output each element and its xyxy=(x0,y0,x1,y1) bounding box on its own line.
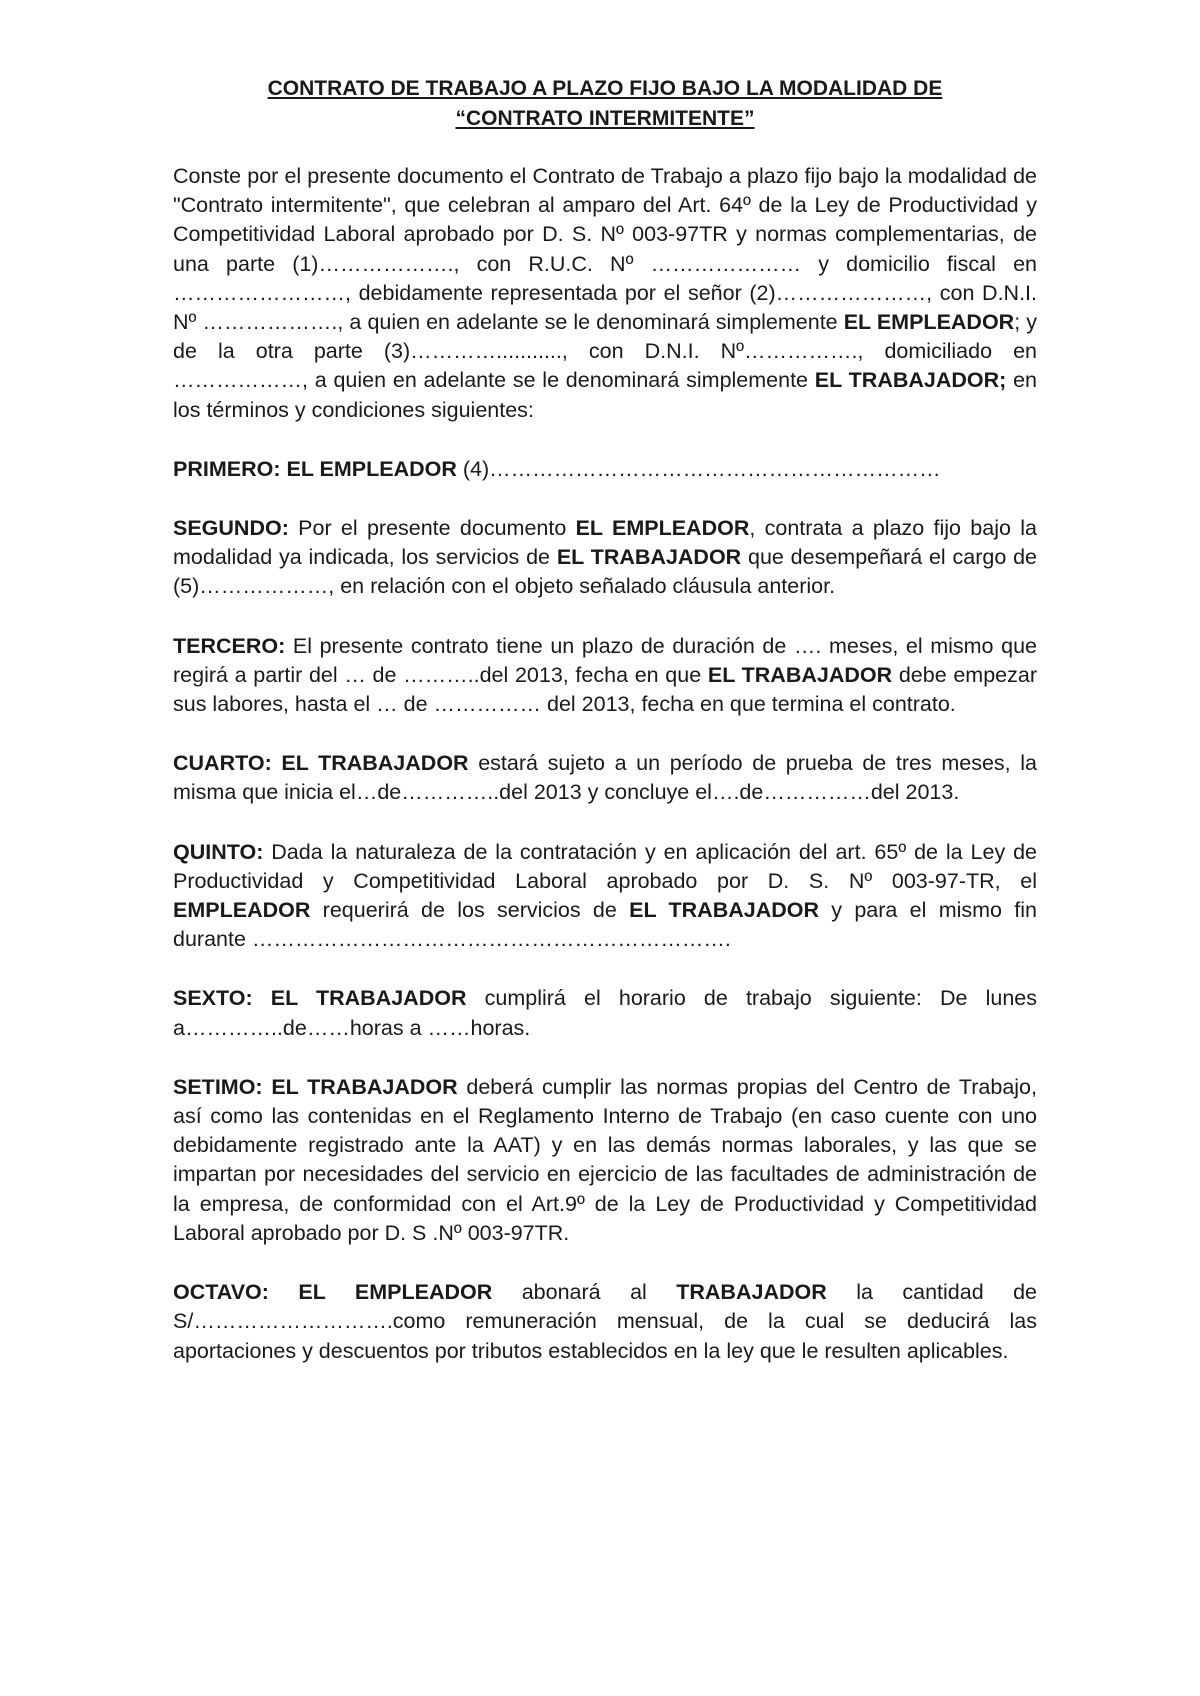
clause-text: Conste por el presente documento el Contrato de Trabajo a plazo fijo bajo la modalidad de "Contrato intermitente", que celebran al amparo del Art. 64º de la Ley de Productividad y Competitividad Laboral aprobado por D. S. Nº 003-97TR y normas complementarias, de una parte (1)………………., con R.U.C. Nº ………………… y domicilio fiscal en ……………………, debidamente representada por el señor (2)…………………, con D.N.I. Nº ………………., a quien en adelante se le denominará simplemente xyxy=(173,164,1037,335)
clauses-list xyxy=(173,455,1037,1366)
clause-text: que desempeñará el cargo de (5)………………, en relación con el objeto señalado cláusula anterior. xyxy=(173,545,1037,599)
clause-octavo xyxy=(173,1278,1037,1366)
document-title-line-2: “CONTRATO INTERMITENTE” xyxy=(455,107,755,130)
bold-term: TERCERO: xyxy=(173,633,286,658)
bold-term: SETIMO: EL TRABAJADOR xyxy=(173,1074,458,1099)
clause-text: la cantidad de S/……………………….como remuneración mensual, de la cual se deducirá las aportaciones y descuentos por tributos establecidos en la ley que le resulten aplicables. xyxy=(173,1280,1038,1363)
clause-text: cumplirá el horario de trabajo siguiente: De lunes a…………..de……horas a ……horas. xyxy=(173,986,1037,1040)
bold-term: SEXTO: EL TRABAJADOR xyxy=(173,986,467,1011)
bold-term: EL TRABAJADOR xyxy=(629,898,820,923)
clause-cuarto xyxy=(173,749,1037,807)
clause-text: debe empezar sus labores, hasta el … de …………… del 2013, fecha en que termina el contrato. xyxy=(173,662,1038,717)
document-title-line-1: CONTRATO DE TRABAJO A PLAZO FIJO BAJO LA MODALIDAD DE xyxy=(267,77,943,100)
bold-term: EL TRABAJADOR xyxy=(707,662,893,687)
clause-primero xyxy=(173,455,1037,484)
clause-text: El presente contrato tiene un plazo de duración de …. meses, el mismo que regirá a partir del … de ………..del 2013, fecha en que xyxy=(173,633,1037,687)
bold-term: EL EMPLEADOR xyxy=(843,310,1015,335)
bold-term: SEGUNDO: xyxy=(173,516,289,541)
bold-term: CUARTO: EL TRABAJADOR xyxy=(173,751,469,776)
bold-term: EL TRABAJADOR; xyxy=(814,368,1007,393)
clause-text: , contrata a plazo fijo bajo la modalidad ya indicada, los servicios de xyxy=(173,516,1037,570)
clause-text: (4)……………………………………………………… xyxy=(456,456,941,481)
clause-setimo xyxy=(173,1073,1037,1248)
bold-term: TRABAJADOR xyxy=(676,1280,827,1305)
document-body xyxy=(173,74,1037,1396)
bold-term: EL EMPLEADOR xyxy=(575,516,750,541)
clause-tercero xyxy=(173,632,1037,720)
clause-text: ; y de la otra parte (3)…………..........., con D.N.I. Nº……………., domiciliado en ………………, a quien en adelante se le denominará simplemente xyxy=(173,310,1037,393)
intro-paragraph xyxy=(173,162,1037,425)
clause-text: Dada la naturaleza de la contratación y en aplicación del art. 65º de la Ley de Productividad y Competitividad Laboral aprobado por D. S. Nº 003-97-TR, el xyxy=(173,839,1037,893)
bold-term: OCTAVO: EL EMPLEADOR xyxy=(173,1280,493,1305)
clause-segundo xyxy=(173,514,1037,602)
clause-text: Por el presente documento xyxy=(288,516,576,541)
clause-text: abonará al xyxy=(492,1280,677,1305)
bold-term: EMPLEADOR xyxy=(173,898,311,923)
clause-text: requerirá de los servicios de xyxy=(310,898,630,923)
clause-sexto xyxy=(173,984,1037,1042)
clause-quinto xyxy=(173,838,1037,955)
bold-term: PRIMERO: EL EMPLEADOR xyxy=(173,456,457,481)
clause-text: y para el mismo fin durante …………………………………………………………. xyxy=(173,898,1038,952)
clause-text: en los términos y condiciones siguientes: xyxy=(173,368,1038,422)
document-title xyxy=(173,74,1037,134)
clause-text: deberá cumplir las normas propias del Centro de Trabajo, así como las contenidas en el Reglamento Interno de Trabajo (en caso cuente con uno debidamente registrado ante la AAT) y en las demás normas laborales, y las que se impartan por necesidades del servicio en ejercicio de las facultades de administración de la empresa, de conformidad con el Art.9º de la Ley de Productividad y Competitividad Laboral aprobado por D. S .Nº 003-97TR. xyxy=(173,1074,1037,1245)
clause-text: estará sujeto a un período de prueba de tres meses, la misma que inicia el…de…………..del 2013 y concluye el….de……………del 2013. xyxy=(173,751,1037,805)
bold-term: EL TRABAJADOR xyxy=(556,545,742,570)
bold-term: QUINTO: xyxy=(173,839,264,864)
